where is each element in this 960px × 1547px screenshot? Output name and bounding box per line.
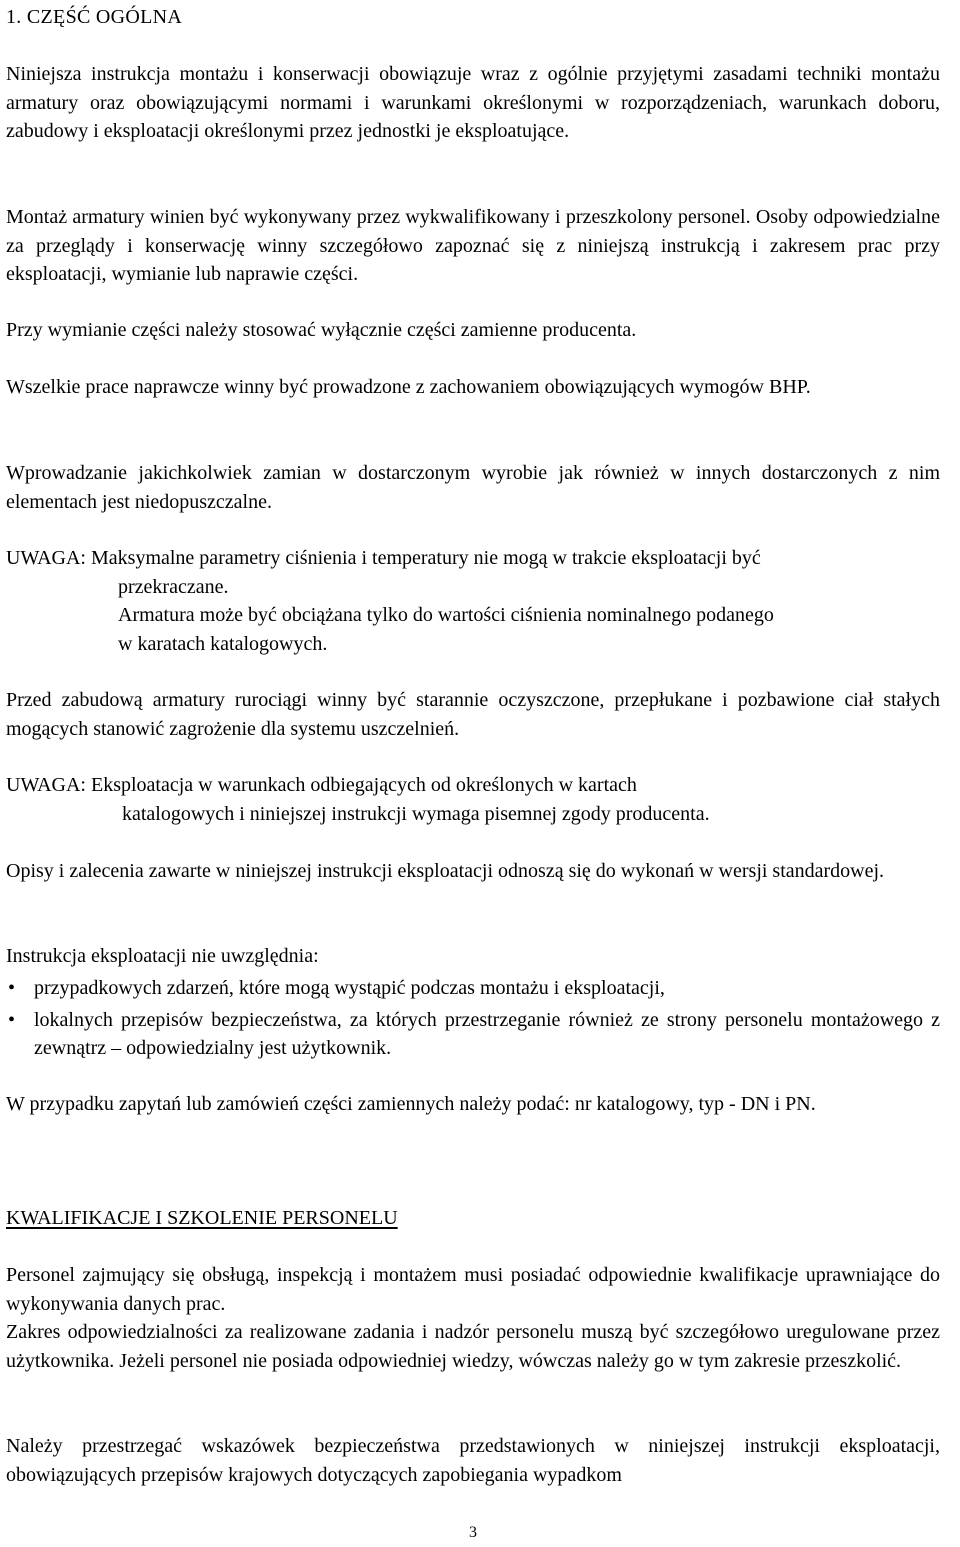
warning-text-1: Eksploatacja w warunkach odbiegających od określonych w kartach <box>91 774 637 796</box>
list-item <box>6 974 940 1003</box>
paragraph-spare-parts: Przy wymianie części należy stosować wyłącznie części zamienne producenta. <box>6 319 637 341</box>
bullet-icon: • <box>8 977 16 999</box>
list-item-text: lokalnych przepisów bezpieczeństwa, za których przestrzeganie również ze strony personelu montażowego z zewnątrz – odpowiedzialny jest użytkownik. <box>34 1008 940 1059</box>
warning-label: UWAGA: <box>6 547 86 569</box>
warning-line-2: przekraczane. <box>118 575 229 598</box>
paragraph-safety: Należy przestrzegać wskazówek bezpieczeństwa przedstawionych w niniejszej instrukcji eksploatacji, obowiązujących przepisów krajowych dotyczących zapobiegania wypadkom <box>6 1435 940 1486</box>
warning-label: UWAGA: <box>6 774 86 796</box>
page-number: 3 <box>469 1524 477 1541</box>
paragraph-ordering: W przypadku zapytań lub zamówień części zamiennych należy podać: nr katalogowy, typ - DN i PN. <box>6 1093 816 1115</box>
warning-line-1 <box>6 544 940 573</box>
warning-line-2: katalogowych i niniejszej instrukcji wymaga pisemnej zgody producenta. <box>122 802 710 825</box>
paragraph-pipeline-cleaning: Przed zabudową armatury rurociągi winny być starannie oczyszczone, przepłukane i pozbawione ciał stałych mogących stanowić zagrożenie dla systemu uszczelnień. <box>6 689 940 740</box>
list-item-text: przypadkowych zdarzeń, które mogą wystąpić podczas montażu i eksploatacji, <box>34 977 665 999</box>
warning-line-3: Armatura może być obciążana tylko do wartości ciśnienia nominalnego podanego <box>118 604 774 626</box>
paragraph-exclusions-intro: Instrukcja eksploatacji nie uwzględnia: <box>6 945 319 967</box>
section-heading-qualifications: KWALIFIKACJE I SZKOLENIE PERSONELU <box>6 1207 398 1229</box>
warning-line-1 <box>6 771 940 800</box>
paragraph-modifications: Wprowadzanie jakichkolwiek zamian w dostarczonym wyrobie jak również w innych dostarczonych z nim elementach jest niedopuszczalne. <box>6 462 940 513</box>
paragraph-bhp: Wszelkie prace naprawcze winny być prowadzone z zachowaniem obowiązujących wymogów BHP. <box>6 376 811 398</box>
section-heading-general: 1. CZĘŚĆ OGÓLNA <box>6 6 183 28</box>
list-item <box>6 1006 940 1063</box>
paragraph-intro: Niniejsza instrukcja montażu i konserwacji obowiązuje wraz z ogólnie przyjętymi zasadami techniki montażu armatury oraz obowiązującymi normami i warunkami określonymi w rozporządzeniach, warunkach doboru, zabudowy i eksploatacji określonymi przez jednostki je eksploatujące. <box>6 63 940 142</box>
paragraph-qualifications: Personel zajmujący się obsługą, inspekcją i montażem musi posiadać odpowiednie kwalifikacje uprawniające do wykonywania danych prac. <box>6 1264 940 1315</box>
warning-block-conditions <box>6 771 940 828</box>
paragraph-standard-versions: Opisy i zalecenia zawarte w niniejszej instrukcji eksploatacji odnoszą się do wykonań w wersji standardowej. <box>6 860 885 882</box>
warning-block-pressure <box>6 544 940 658</box>
paragraph-personnel: Montaż armatury winien być wykonywany przez wykwalifikowany i przeszkolony personel. Osoby odpowiedzialne za przeglądy i konserwację winny szczegółowo zapoznać się z niniejszą instrukcją i zakresem prac przy eksploatacji, wymianie lub naprawie części. <box>6 206 940 285</box>
exclusions-list <box>6 974 940 1063</box>
paragraph-responsibility: Zakres odpowiedzialności za realizowane zadania i nadzór personelu muszą być szczegółowo uregulowane przez użytkownika. Jeżeli personel nie posiada odpowiedniej wiedzy, wówczas należy go w tym zakresie przeszkolić. <box>6 1321 940 1372</box>
bullet-icon: • <box>8 1008 16 1031</box>
warning-text-1: Maksymalne parametry ciśnienia i temperatury nie mogą w trakcie eksploatacji być <box>91 547 761 569</box>
warning-line-4: w karatach katalogowych. <box>118 632 328 655</box>
